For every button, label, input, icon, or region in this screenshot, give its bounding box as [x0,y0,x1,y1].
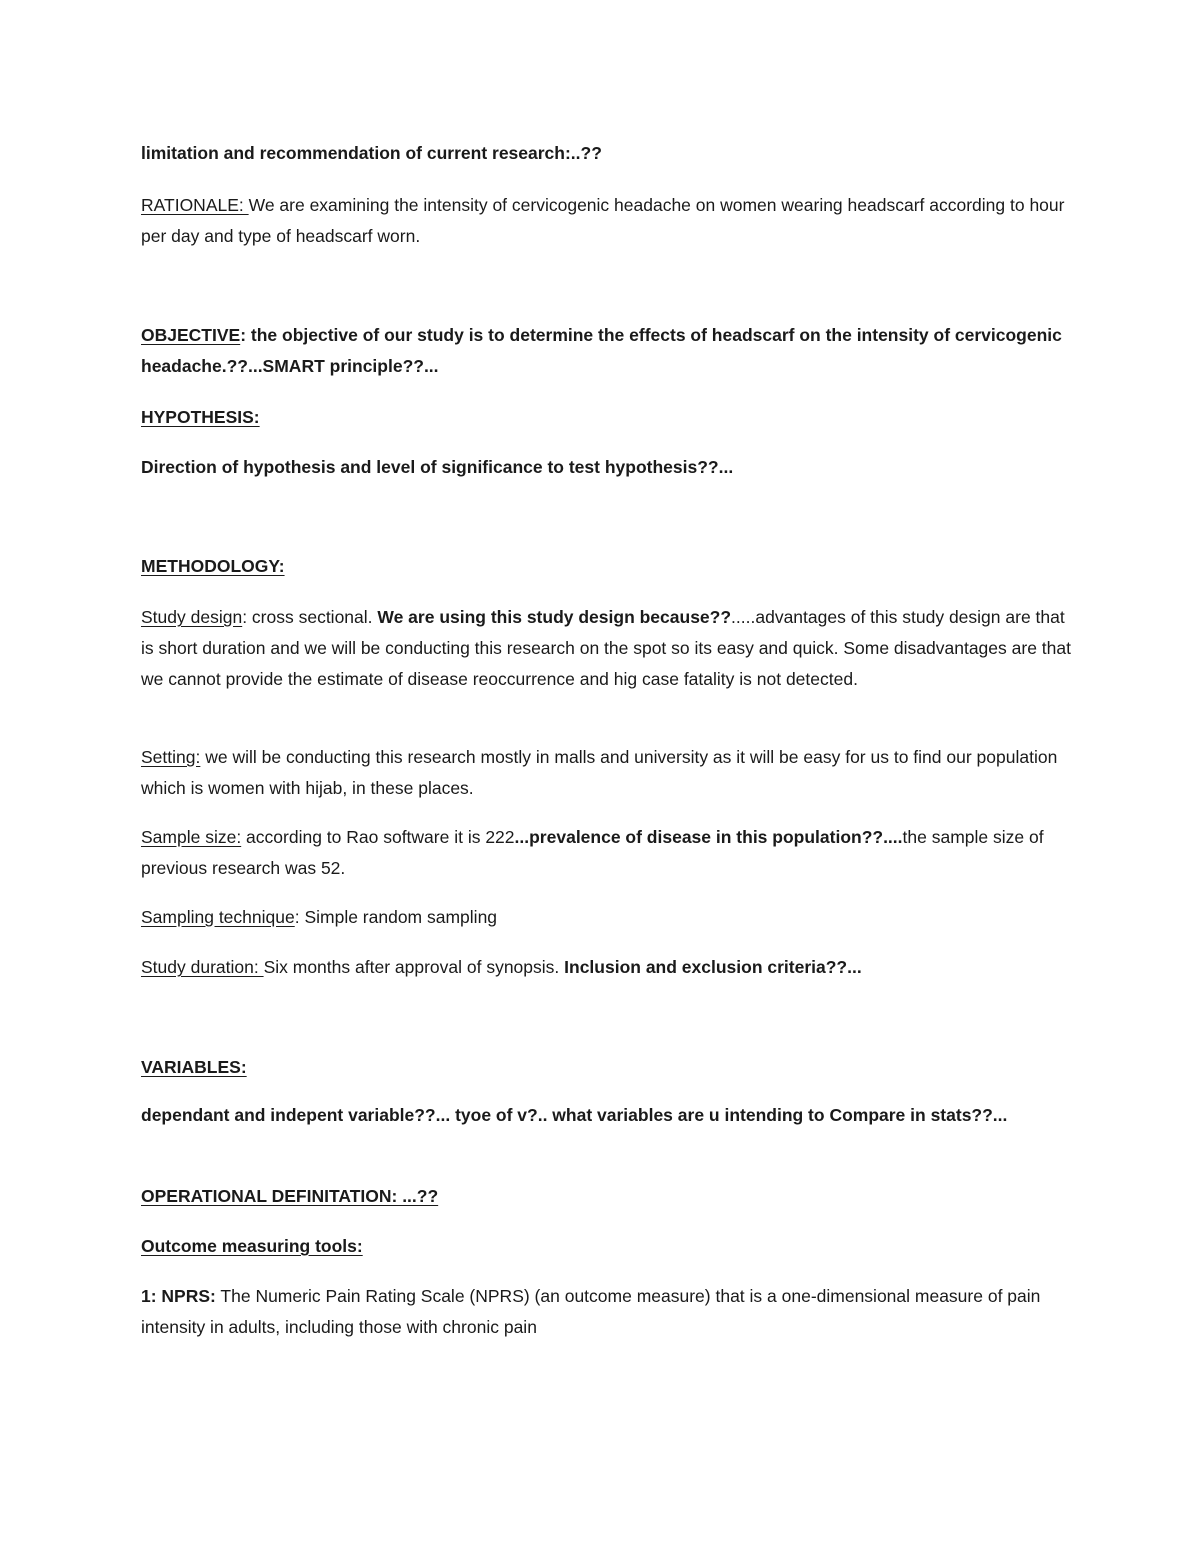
study-duration-text: Six months after approval of synopsis. [263,957,565,977]
hypothesis-paragraph [141,452,1071,483]
nprs-label: 1: NPRS: [141,1286,216,1306]
study-duration-paragraph [141,952,1071,983]
nprs-paragraph [141,1281,1071,1343]
operational-definitation-text: OPERATIONAL DEFINITATION: ...?? [141,1186,439,1206]
objective-label: OBJECTIVE [141,325,241,345]
sampling-technique-text: : Simple random sampling [294,907,498,927]
variables-heading [141,1052,1071,1083]
rationale-label: RATIONALE: [141,195,249,215]
sampling-technique-paragraph [141,902,1071,933]
objective-paragraph [141,320,1071,382]
study-duration-label: Study duration: [141,957,264,977]
variables-text: dependant and indepent variable??... tyoe of v?.. what variables are u intending to Compare in stats??... [141,1105,1008,1125]
sample-size-text2: the sample size of previous research was 52. [141,827,1044,878]
sample-size-text1: according to Rao software it is 222 [241,827,515,847]
outcome-tools-heading [141,1231,1071,1262]
study-design-bold: We are using this study design because?? [377,607,732,627]
operational-definitation-heading [141,1181,1071,1212]
setting-paragraph [141,742,1071,804]
hypothesis-text: Direction of hypothesis and level of significance to test hypothesis??... [141,457,734,477]
rationale-text: We are examining the intensity of cervicogenic headache on women wearing headscarf according to hour per day and type of headscarf worn. [141,195,1065,246]
study-design-label: Study design [141,607,243,627]
setting-text: we will be conducting this research mostly in malls and university as it will be easy for us to find our population which is women with hijab, in these places. [141,747,1058,798]
setting-label: Setting: [141,747,201,767]
limitation-text: limitation and recommendation of current research:..?? [141,143,602,163]
variables-paragraph [141,1100,1071,1131]
objective-text: : the objective of our study is to determine the effects of headscarf on the intensity of cervicogenic headache.??...SMART principle??... [141,325,1062,376]
study-design-text1: : cross sectional. [242,607,378,627]
study-duration-bold: Inclusion and exclusion criteria??... [564,957,862,977]
limitation-paragraph [141,138,1071,169]
study-design-paragraph [141,602,1071,695]
sample-size-paragraph [141,822,1071,884]
methodology-heading-text: METHODOLOGY: [141,556,285,576]
methodology-heading [141,551,1071,582]
sample-size-bold: ...prevalence of disease in this population??.... [514,827,903,847]
nprs-text: The Numeric Pain Rating Scale (NPRS) (an outcome measure) that is a one-dimensional measure of pain intensity in adults, including those with chronic pain [141,1286,1041,1337]
variables-heading-text: VARIABLES: [141,1057,247,1077]
study-design-text2: .....advantages of this study design are that is short duration and we will be conducting this research on the spot so its easy and quick. Some disadvantages are that we cannot provide the estimate of disease reoccurrence and hig case fatality is not detected. [141,607,1071,689]
sample-size-label: Sample size: [141,827,242,847]
rationale-paragraph [141,190,1071,252]
sampling-technique-label: Sampling technique [141,907,295,927]
hypothesis-heading [141,402,1071,433]
hypothesis-heading-text: HYPOTHESIS: [141,407,260,427]
outcome-tools-text: Outcome measuring tools: [141,1236,363,1256]
